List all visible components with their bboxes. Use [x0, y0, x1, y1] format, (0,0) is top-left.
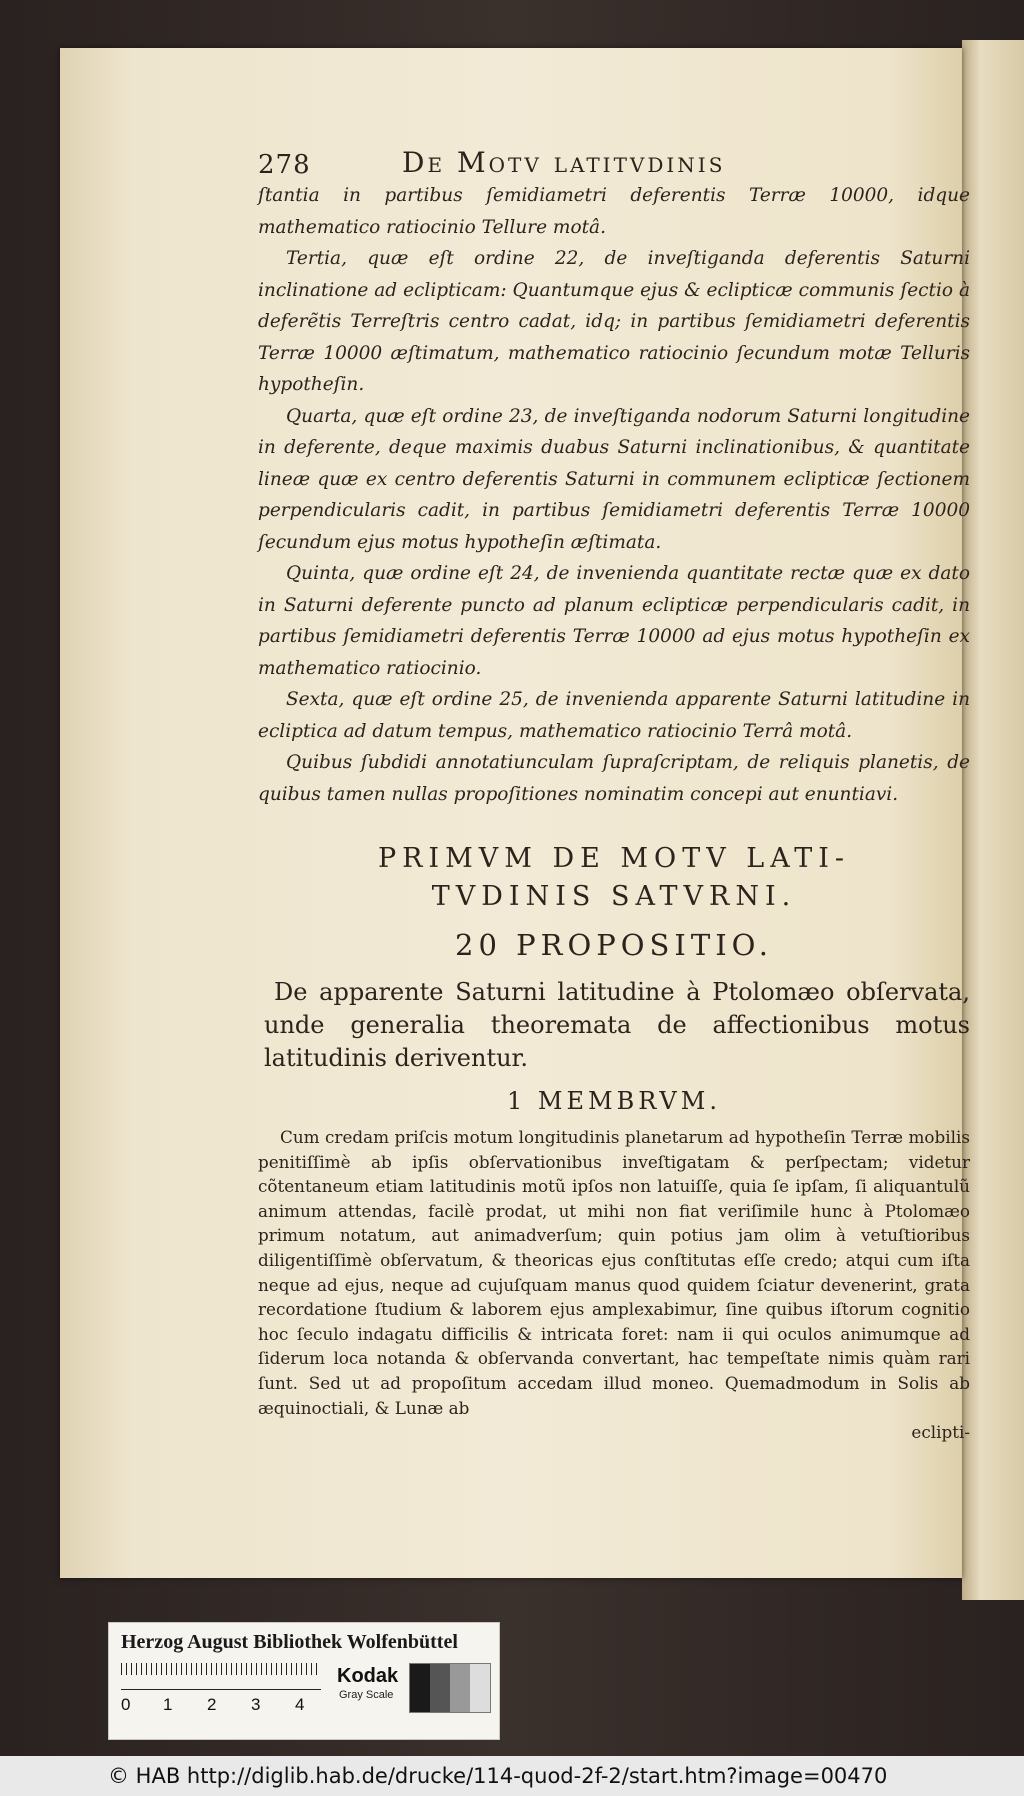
section-heading — [258, 840, 970, 916]
ruler-number: 4 — [295, 1695, 305, 1714]
footer-bar — [0, 1756, 1024, 1796]
kodak-logo: Kodak — [337, 1665, 399, 1687]
proposition-text: De apparente Saturni latitudine à Ptolomæo obſervata, unde generalia theoremata de affectionibus motus latitudinis deriventur. — [264, 978, 970, 1072]
ruler-number: 0 — [121, 1695, 131, 1714]
member-heading: 1 MEMBRVM. — [507, 1087, 721, 1115]
gray-scale-swatches — [409, 1663, 491, 1713]
intro-paragraph: ſtantia in partibus ſemidiametri deferentis Terræ 10000, idque mathematico ratiocinio Tellure motâ. — [258, 185, 970, 238]
intro-paragraph: Tertia, quæ eſt ordine 22, de inveſtiganda deferentis Saturni inclinatione ad eclipticam: Quantumque ejus & eclipticæ communis ſectio à deferẽtis Terreſtris centro cadat, idq; in partibus ſemidiametri deferentis Terræ 10000 æſtimatum, mathematico ratiocinio ſecundum motæ Telluris hypotheſin. — [258, 248, 970, 395]
swatch-gray — [450, 1664, 470, 1712]
proposition-heading: 20 PROPOSITIO. — [455, 928, 773, 962]
copyright-link[interactable]: © HAB http://diglib.hab.de/drucke/114-quod-2f-2/start.htm?image=00470 — [108, 1764, 888, 1788]
body-text — [258, 1125, 970, 1420]
intro-paragraph: Quinta, quæ ordine eſt 24, de invenienda quantitate rectæ quæ ex dato in Saturni deferente puncto ad planum eclipticæ perpendicularis cadit, in partibus ſemidiametri deferentis Terræ 10000 ad ejus motus hypotheſin ex mathematico ratiocinio. — [258, 563, 970, 679]
ruler-number: 3 — [251, 1695, 261, 1714]
page-number: 278 — [258, 150, 311, 180]
body-paragraph: Cum credam priſcis motum longitudinis planetarum ad hypotheſin Terræ mobilis penitiſſimè ab ipſis obſervationibus inveſtigatam & perſpectam; videtur cõtentaneum etiam latitudinis motũ ipſos non latuiſſe, quia ſe ipſam, ſi aliquantulũ animum attendas, facilè prodat, ut mihi non fiat veriſimile hunc à Ptolomæo primum notatum, aut animadverſum; quin potius jam olim à vetuſtioribus diligentiſſimè obſervatum, & theoricas ejus conſtitutas eſſe credo; atqui cum iſta neque ad ejus, neque ad cujuſquam manus quod quidem ſciatur devenerint, grata recordatione ſtudium & laborem ejus amplexabimur, ſine quibus iſtorum cognitio hoc ſeculo indagatu difficilis & intricata foret: nam ii qui oculos animumque ad ſiderum loca notanda & obſervanda convertant, hac tempeſtate nimis quàm rari ſunt. Sed ut ad propoſitum accedam illud moneo. Quemadmodum in Solis ab æquinoctiali, & Lunæ ab — [258, 1127, 970, 1418]
ruler-scale — [121, 1663, 321, 1690]
ruler-number: 2 — [207, 1695, 217, 1714]
catchword: eclipti- — [911, 1422, 970, 1443]
swatch-black — [410, 1664, 430, 1712]
intro-paragraph: Quibus ſubdidi annotatiunculam ſupraſcriptam, de reliquis planetis, de quibus tamen nullas propoſitiones nominatim concepi aut enuntiavi. — [258, 752, 970, 805]
intro-paragraph: Sexta, quæ eſt ordine 25, de invenienda apparente Saturni latitudine in ecliptica ad datum tempus, mathematico ratiocinio Terrâ motâ. — [258, 689, 970, 742]
running-head: De Motv latitvdinis — [402, 146, 726, 179]
page-header — [258, 146, 970, 180]
swatch-dark-gray — [430, 1664, 450, 1712]
swatch-light-gray — [470, 1664, 490, 1712]
ruler-number: 1 — [163, 1695, 173, 1714]
gray-scale-label: Gray Scale — [339, 1689, 394, 1701]
intro-text — [258, 180, 970, 810]
library-label — [108, 1622, 500, 1740]
section-heading-line: PRIMVM DE MOTV LATI- — [377, 843, 851, 874]
facing-page-edge — [962, 40, 1024, 1600]
proposition-statement — [258, 976, 970, 1075]
section-heading-line: TVDINIS SATVRNI. — [431, 881, 797, 912]
page-content — [258, 146, 970, 1444]
book-page — [60, 48, 970, 1578]
intro-paragraph: Quarta, quæ eſt ordine 23, de inveſtiganda nodorum Saturni longitudine in deferente, deque maximis duabus Saturni inclinationibus, & quantitate lineæ quæ ex centro deferentis Saturni in communem eclipticæ ſectionem perpendicularis cadit, in partibus ſemidiametri deferentis Terræ 10000 ſecundum ejus motus hypotheſin æſtimata. — [258, 405, 970, 553]
library-name: Herzog August Bibliothek Wolfenbüttel — [121, 1631, 458, 1653]
